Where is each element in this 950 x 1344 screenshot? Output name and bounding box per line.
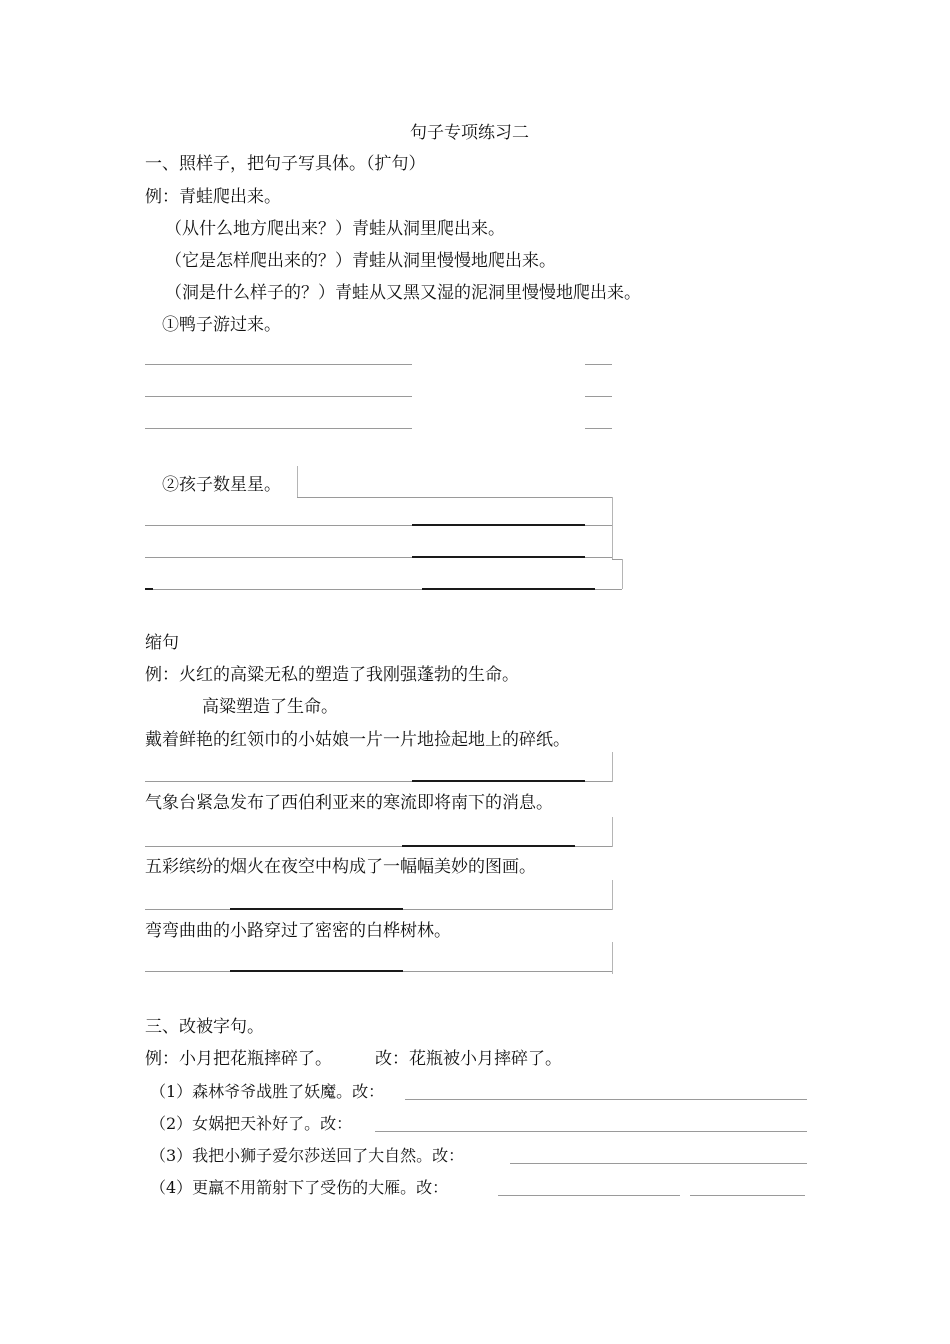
answer-line[interactable] bbox=[690, 1195, 805, 1196]
section1-example-label: 例：青蛙爬出来。 bbox=[145, 187, 281, 207]
answer-line[interactable] bbox=[375, 1131, 807, 1132]
box-border bbox=[612, 559, 622, 560]
box-border bbox=[297, 497, 613, 498]
section2-item-2: 气象台紧急发布了西伯利亚来的寒流即将南下的消息。 bbox=[145, 793, 553, 813]
answer-line-end bbox=[585, 396, 612, 397]
section1-example-line-1: （从什么地方爬出来？）青蛙从洞里爬出来。 bbox=[165, 219, 505, 239]
answer-line[interactable] bbox=[510, 1163, 807, 1164]
answer-line[interactable] bbox=[145, 364, 412, 365]
answer-line-end bbox=[575, 846, 612, 847]
section3-item-3: （3）我把小狮子爱尔莎送回了大自然。改： bbox=[150, 1146, 465, 1165]
page-title: 句子专项练习二 bbox=[410, 123, 529, 143]
box-border bbox=[612, 880, 613, 910]
answer-line[interactable] bbox=[145, 781, 412, 782]
section3-item-2: （2）女娲把天补好了。改： bbox=[150, 1114, 353, 1133]
section2-example-line-1: 例：火红的高粱无私的塑造了我刚强蓬勃的生命。 bbox=[145, 665, 519, 685]
answer-line[interactable] bbox=[153, 589, 422, 590]
section1-item-1: ①鸭子游过来。 bbox=[162, 315, 281, 335]
answer-line-end bbox=[585, 557, 612, 558]
answer-line-start bbox=[145, 588, 153, 590]
section1-example-line-2: （它是怎样爬出来的？）青蛙从洞里慢慢地爬出来。 bbox=[165, 251, 556, 271]
answer-line[interactable] bbox=[145, 428, 412, 429]
box-border bbox=[297, 466, 298, 498]
answer-line[interactable] bbox=[145, 396, 412, 397]
answer-line[interactable] bbox=[230, 908, 403, 910]
section1-example-line-3: （洞是什么样子的？）青蛙从又黑又湿的泥洞里慢慢地爬出来。 bbox=[165, 283, 641, 303]
section2-item-4: 弯弯曲曲的小路穿过了密密的白桦树林。 bbox=[145, 921, 451, 941]
section2-heading: 缩句 bbox=[145, 633, 179, 653]
answer-line[interactable] bbox=[412, 524, 585, 526]
answer-line-end bbox=[585, 781, 612, 782]
answer-line[interactable] bbox=[230, 970, 403, 972]
section3-example-part-1: 例：小月把花瓶摔碎了。 bbox=[145, 1049, 332, 1069]
box-border bbox=[612, 817, 613, 847]
section1-heading: 一、照样子，把句子写具体。（扩句） bbox=[145, 154, 426, 174]
answer-line[interactable] bbox=[145, 525, 412, 526]
answer-line[interactable] bbox=[402, 845, 575, 847]
section1-item-2: ②孩子数星星。 bbox=[162, 475, 281, 495]
answer-line-end bbox=[585, 428, 612, 429]
section2-example-line-2: 高粱塑造了生命。 bbox=[202, 697, 338, 717]
answer-line-end bbox=[585, 525, 612, 526]
answer-line[interactable] bbox=[145, 971, 230, 972]
section2-item-1: 戴着鲜艳的红领巾的小姑娘一片一片地捡起地上的碎纸。 bbox=[145, 730, 570, 750]
box-border bbox=[612, 752, 613, 782]
answer-line[interactable] bbox=[403, 909, 612, 910]
answer-line-end bbox=[585, 364, 612, 365]
answer-line[interactable] bbox=[412, 556, 585, 558]
answer-line[interactable] bbox=[145, 557, 412, 558]
box-border bbox=[622, 559, 623, 589]
answer-line[interactable] bbox=[145, 909, 230, 910]
answer-line[interactable] bbox=[422, 588, 595, 590]
box-border bbox=[612, 942, 613, 974]
box-border bbox=[612, 497, 613, 559]
answer-line-end bbox=[595, 589, 622, 590]
section2-item-3: 五彩缤纷的烟火在夜空中构成了一幅幅美妙的图画。 bbox=[145, 857, 536, 877]
answer-line[interactable] bbox=[498, 1195, 680, 1196]
answer-line[interactable] bbox=[405, 1099, 807, 1100]
answer-line[interactable] bbox=[145, 846, 402, 847]
answer-line[interactable] bbox=[412, 780, 585, 782]
section3-item-1: （1）森林爷爷战胜了妖魔。改： bbox=[150, 1082, 385, 1101]
section3-item-4: （4）更羸不用箭射下了受伤的大雁。改： bbox=[150, 1178, 449, 1197]
answer-line[interactable] bbox=[403, 971, 612, 972]
section3-heading: 三、改被字句。 bbox=[145, 1017, 264, 1037]
section3-example-part-2: 改：花瓶被小月摔碎了。 bbox=[375, 1049, 562, 1069]
